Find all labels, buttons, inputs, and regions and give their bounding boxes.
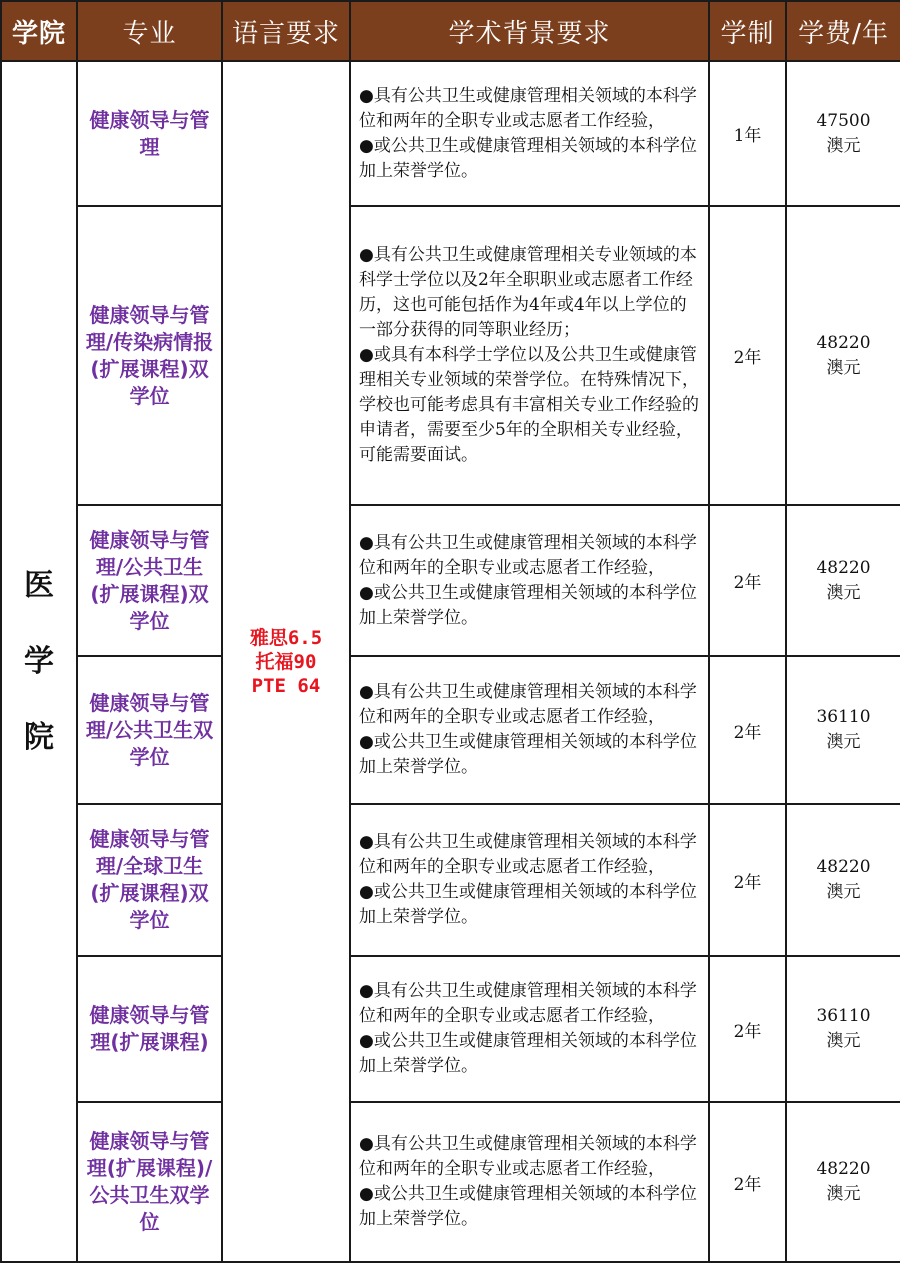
fee-cell [786, 956, 900, 1102]
duration-cell: 2年 [709, 956, 786, 1102]
requirement-line: ●或公共卫生或健康管理相关领域的本科学位加上荣誉学位。 [359, 882, 697, 927]
requirement-line: ●具有公共卫生或健康管理相关专业领域的本科学士学位以及2年全职职业或志愿者工作经历，这也可能包括作为4年或4年以上学位的一部分获得的同等职业经历； [359, 245, 697, 340]
fee-amount: 36110 [816, 707, 871, 727]
fee-cell [786, 505, 900, 656]
duration-cell: 2年 [709, 505, 786, 656]
table-row [1, 956, 900, 1102]
language-cell [222, 61, 350, 1262]
header-academic: 学术背景要求 [350, 1, 709, 61]
academic-requirement-cell [350, 505, 709, 656]
academic-requirement-cell [350, 804, 709, 956]
fee-unit: 澳元 [826, 582, 861, 603]
table-row [1, 656, 900, 804]
pte-requirement: PTE 64 [251, 674, 321, 697]
duration-cell: 2年 [709, 1102, 786, 1262]
fee-cell [786, 656, 900, 804]
college-char: 院 [24, 719, 54, 755]
table-row [1, 804, 900, 956]
fee-cell [786, 1102, 900, 1262]
academic-requirement-cell [350, 656, 709, 804]
requirement-line: ●或公共卫生或健康管理相关领域的本科学位加上荣誉学位。 [359, 1031, 697, 1076]
major-cell: 健康领导与管理(扩展课程) [77, 956, 222, 1102]
requirement-line: ●具有公共卫生或健康管理相关领域的本科学位和两年的全职专业或志愿者工作经验， [359, 85, 697, 131]
fee-cell [786, 804, 900, 956]
academic-requirement-cell [350, 1102, 709, 1262]
college-char: 学 [24, 643, 54, 679]
fee-amount: 48220 [816, 332, 871, 353]
fee-unit: 澳元 [826, 1031, 861, 1051]
academic-requirement-cell [350, 956, 709, 1102]
fee-amount: 48220 [816, 857, 871, 877]
ielts-requirement: 雅思6.5 [249, 626, 323, 649]
requirement-line: ●或公共卫生或健康管理相关领域的本科学位加上荣誉学位。 [359, 582, 697, 628]
requirement-line: ●或公共卫生或健康管理相关领域的本科学位加上荣誉学位。 [359, 1184, 697, 1229]
fee-cell [786, 61, 900, 206]
duration-cell: 1年 [709, 61, 786, 206]
fee-amount: 47500 [816, 110, 871, 131]
major-cell: 健康领导与管理/公共卫生双学位 [77, 656, 222, 804]
major-cell: 健康领导与管理/传染病情报(扩展课程)双学位 [77, 206, 222, 505]
requirement-line: ●或公共卫生或健康管理相关领域的本科学位加上荣誉学位。 [359, 732, 697, 777]
fee-unit: 澳元 [826, 357, 861, 378]
requirement-line: ●或具有本科学士学位以及公共卫生或健康管理相关专业领域的荣誉学位。在特殊情况下，学校也可能考虑具有丰富相关专业工作经验的申请者，需要至少5年的全职相关专业经验，可能需要面试。 [359, 345, 699, 465]
table-row [1, 505, 900, 656]
requirement-line: ●或公共卫生或健康管理相关领域的本科学位加上荣誉学位。 [359, 135, 697, 181]
fee-amount: 48220 [816, 1159, 871, 1179]
major-cell: 健康领导与管理 [77, 61, 222, 206]
requirement-line: ●具有公共卫生或健康管理相关领域的本科学位和两年的全职专业或志愿者工作经验， [359, 532, 697, 578]
table-row [1, 1102, 900, 1262]
requirement-line: ●具有公共卫生或健康管理相关领域的本科学位和两年的全职专业或志愿者工作经验， [359, 682, 697, 727]
requirement-line: ●具有公共卫生或健康管理相关领域的本科学位和两年的全职专业或志愿者工作经验， [359, 1134, 697, 1179]
header-row [1, 1, 900, 61]
college-char: 医 [24, 567, 54, 603]
major-cell: 健康领导与管理/全球卫生(扩展课程)双学位 [77, 804, 222, 956]
major-cell: 健康领导与管理(扩展课程)/公共卫生双学位 [77, 1102, 222, 1262]
major-cell: 健康领导与管理/公共卫生(扩展课程)双学位 [77, 505, 222, 656]
fee-unit: 澳元 [826, 135, 861, 156]
header-duration: 学制 [709, 1, 786, 61]
duration-cell: 2年 [709, 804, 786, 956]
fee-unit: 澳元 [826, 732, 861, 752]
header-fee: 学费/年 [786, 1, 900, 61]
requirement-line: ●具有公共卫生或健康管理相关领域的本科学位和两年的全职专业或志愿者工作经验， [359, 981, 697, 1026]
duration-cell: 2年 [709, 656, 786, 804]
header-language: 语言要求 [222, 1, 350, 61]
toefl-requirement: 托福90 [255, 650, 317, 673]
academic-requirement-cell [350, 61, 709, 206]
college-cell [1, 61, 77, 1262]
fee-unit: 澳元 [826, 882, 861, 902]
fee-amount: 36110 [816, 1006, 871, 1026]
fee-amount: 48220 [816, 557, 871, 578]
fee-unit: 澳元 [826, 1184, 861, 1204]
fee-cell [786, 206, 900, 505]
table-row [1, 206, 900, 505]
header-major: 专业 [77, 1, 222, 61]
table-row [1, 61, 900, 206]
duration-cell: 2年 [709, 206, 786, 505]
header-college: 学院 [1, 1, 77, 61]
requirement-line: ●具有公共卫生或健康管理相关领域的本科学位和两年的全职专业或志愿者工作经验， [359, 832, 697, 877]
academic-requirement-cell [350, 206, 709, 505]
